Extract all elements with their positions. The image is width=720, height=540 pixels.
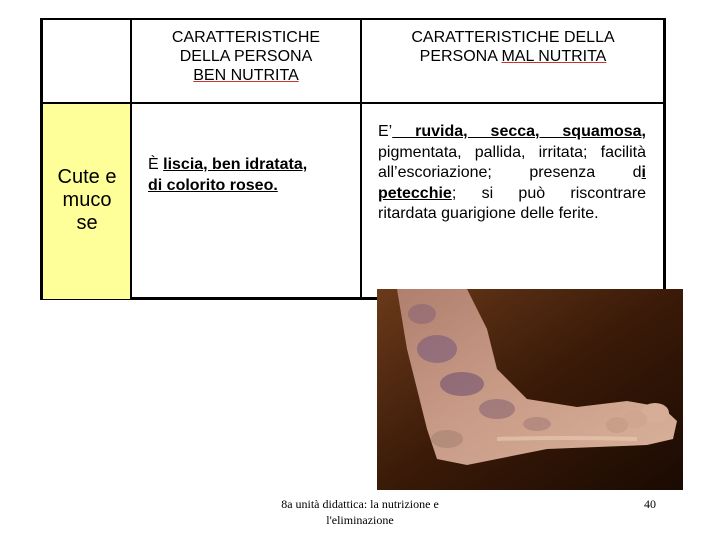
footer-text: 8a unità didattica: la nutrizione e l'eliminazione: [281, 497, 439, 527]
foot-with-skin-lesions-photo: [377, 289, 683, 490]
comparison-table: [40, 18, 666, 300]
header-divider: [43, 102, 663, 104]
header-mal-nutrita: CARATTERISTICHE DELLA PERSONA MAL NUTRITA: [411, 29, 615, 65]
column-divider: [130, 20, 132, 299]
row-label-cute-mucose: Cute e muco se: [57, 166, 117, 234]
page-number: 40: [644, 497, 656, 511]
ben-nutrita-description: È liscia, ben idratata, di colorito roseo.: [148, 156, 308, 194]
column-divider: [360, 20, 362, 299]
mal-nutrita-description: E’ ruvida, secca, squamosa, pigmentata, pallida, irritata; facilità all’escoriazione; presenza di petecchie; si può riscontrare ritardata guarigione delle ferite.: [378, 123, 646, 222]
header-ben-nutrita: CARATTERISTICHE DELLA PERSONA BEN NUTRITA: [171, 29, 321, 84]
